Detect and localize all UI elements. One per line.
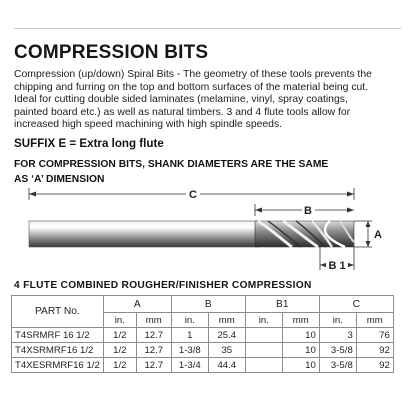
table-row bbox=[12, 343, 394, 358]
compression-bit-diagram bbox=[0, 180, 415, 275]
dimension-c bbox=[29, 186, 354, 201]
cell-b-mm: 25.4 bbox=[208, 328, 245, 343]
unit-cell: in. bbox=[319, 313, 356, 328]
label-c: C bbox=[189, 189, 197, 201]
shank-note: FOR COMPRESSION BITS, SHANK DIAMETERS ARE THE SAME AS ‘A’ DIMENSION bbox=[14, 159, 329, 185]
dimension-a bbox=[354, 221, 382, 247]
cell-b-mm: 44.4 bbox=[208, 358, 245, 373]
cell-a-mm: 12.7 bbox=[136, 328, 171, 343]
cell-part-no: T4XESRMRF16 1/2 bbox=[12, 358, 104, 373]
header-b: B bbox=[171, 296, 245, 313]
cell-b-mm: 35 bbox=[208, 343, 245, 358]
spec-table bbox=[11, 295, 394, 373]
cell-b1-mm: 10 bbox=[282, 328, 319, 343]
top-rule bbox=[14, 28, 401, 29]
cell-a-in: 1/2 bbox=[103, 358, 136, 373]
cell-c-mm: 76 bbox=[356, 328, 393, 343]
header-c: C bbox=[319, 296, 393, 313]
header-b1: B1 bbox=[245, 296, 319, 313]
label-b: B bbox=[304, 205, 312, 217]
cell-b1-in bbox=[245, 343, 282, 358]
label-b1: B 1 bbox=[328, 260, 346, 272]
cell-c-in: 3-5/8 bbox=[319, 343, 356, 358]
cell-a-mm: 12.7 bbox=[136, 343, 171, 358]
cell-part-no: T4SRMRF 16 1/2 bbox=[12, 328, 104, 343]
cell-b1-mm: 10 bbox=[282, 343, 319, 358]
cell-c-mm: 92 bbox=[356, 343, 393, 358]
cell-b-in: 1 bbox=[171, 328, 208, 343]
cell-b1-in bbox=[245, 358, 282, 373]
header-part-no: PART No. bbox=[12, 296, 104, 328]
unit-cell: mm bbox=[136, 313, 171, 328]
bit-flutes bbox=[255, 221, 354, 247]
bit-shank bbox=[29, 221, 259, 247]
page-title: COMPRESSION BITS bbox=[14, 42, 209, 63]
unit-cell: in. bbox=[245, 313, 282, 328]
unit-cell: in. bbox=[171, 313, 208, 328]
cell-a-in: 1/2 bbox=[103, 343, 136, 358]
suffix-note: SUFFIX E = Extra long flute bbox=[14, 137, 164, 150]
description-text: Compression (up/down) Spiral Bits - The geometry of these tools prevents the chipping and furring on the top and bottom surfaces of the material being cut. Ideal for cutting double sided laminates (melamine, vinyl, spray coatings, painted board etc.) as well as natural timbers. 3 and 4 flute tools allow for increased high speed machining with high spindle speeds. bbox=[14, 69, 372, 131]
cell-c-in: 3 bbox=[319, 328, 356, 343]
table-row bbox=[12, 358, 394, 373]
cell-a-in: 1/2 bbox=[103, 328, 136, 343]
dimension-b1 bbox=[320, 247, 354, 272]
cell-a-mm: 12.7 bbox=[136, 358, 171, 373]
table-row bbox=[12, 328, 394, 343]
header-a: A bbox=[103, 296, 171, 313]
cell-b1-mm: 10 bbox=[282, 358, 319, 373]
cell-c-in: 3-5/8 bbox=[319, 358, 356, 373]
cell-b1-in bbox=[245, 328, 282, 343]
unit-cell: mm bbox=[208, 313, 245, 328]
table-header-row bbox=[12, 296, 394, 313]
cell-c-mm: 92 bbox=[356, 358, 393, 373]
table-section-title: 4 FLUTE COMBINED ROUGHER/FINISHER COMPRESSION bbox=[14, 280, 312, 291]
label-a: A bbox=[374, 229, 382, 241]
unit-cell: mm bbox=[282, 313, 319, 328]
cell-b-in: 1-3/4 bbox=[171, 358, 208, 373]
dimension-b bbox=[255, 202, 354, 217]
unit-cell: mm bbox=[356, 313, 393, 328]
cell-part-no: T4XSRMRF16 1/2 bbox=[12, 343, 104, 358]
cell-b-in: 1-3/8 bbox=[171, 343, 208, 358]
unit-cell: in. bbox=[103, 313, 136, 328]
